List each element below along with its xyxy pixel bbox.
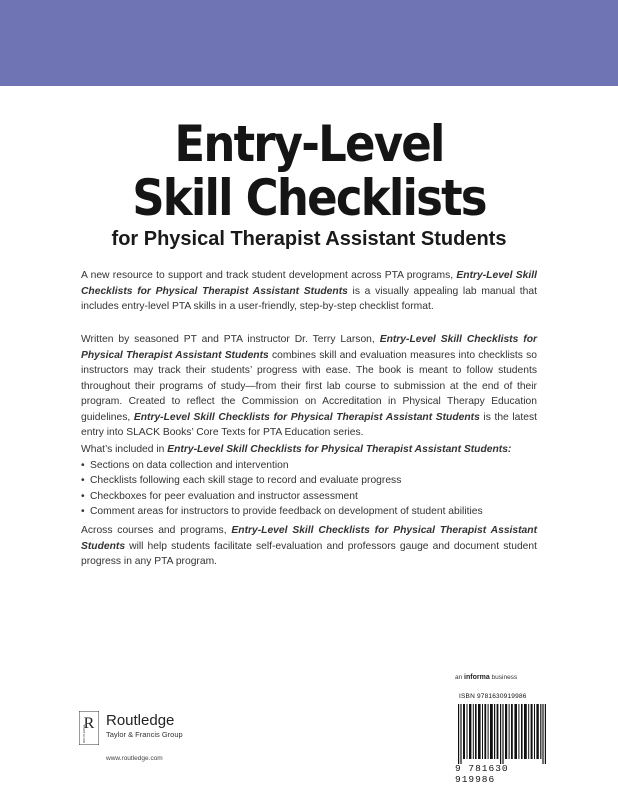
barcode-icon <box>458 704 546 764</box>
informa-business-note: an informa business <box>455 674 518 681</box>
paragraph-author: Written by seasoned PT and PTA instructor Dr. Terry Larson, Entry-Level Skill Checklists for Physical Therapist Assistant Students combines skill and evaluation measures into checklists so instructors may track their students’ progress with ease. The book is meant to follow students throughout their programs of study—from their first lab course to submission at the end of their program. Created to reflect the Commission on Accreditation in Physical Therapy Education guidelines, Entry-Level Skill Checklists for Physical Therapist Assistant Students is the latest entry into SLACK Books’ Core Texts for PTA Education series. <box>81 334 538 438</box>
paragraph-intro: A new resource to support and track student development across PTA programs, Entry-Level Skill Checklists for Physical Therapist Assistant Students is a visually appealing lab manual that includes entry-level PTA skills in a user-friendly, step-by-step checklist format. <box>81 270 537 312</box>
feature-list <box>81 458 537 520</box>
publisher-url: www.routledge.com <box>106 755 163 762</box>
paragraph-included <box>81 442 537 520</box>
list-item: • Checklists following each skill stage to record and evaluate progress <box>81 473 537 489</box>
svg-text:ROUTLEDGE: ROUTLEDGE <box>82 724 86 743</box>
subtitle: for Physical Therapist Assistant Students <box>111 228 507 250</box>
title-line-1: Entry-Level <box>174 115 444 173</box>
list-item: • Comment areas for instructors to provide feedback on development of student abilities <box>81 504 537 520</box>
barcode-panel <box>450 689 554 785</box>
top-color-band <box>0 0 618 86</box>
routledge-logo-icon <box>79 711 99 745</box>
publisher-group: Taylor & Francis Group <box>106 730 183 739</box>
isbn-label: ISBN 9781630919986 <box>459 693 527 700</box>
included-intro: What’s included in Entry-Level Skill Checklists for Physical Therapist Assistant Students: <box>81 444 512 455</box>
svg-text:R: R <box>83 715 95 732</box>
publisher-name: Routledge <box>106 712 175 729</box>
isbn-digits: 9 781630 919986 <box>455 763 509 785</box>
list-item: • Sections on data collection and intervention <box>81 458 537 474</box>
paragraph-closing: Across courses and programs, Entry-Level Skill Checklists for Physical Therapist Assistant Students will help students facilitate self-evaluation and professors gauge and document student progress in any PTA program. <box>81 525 538 567</box>
list-item: • Checkboxes for peer evaluation and instructor assessment <box>81 489 537 505</box>
title-line-2: Skill Checklists <box>132 169 486 227</box>
